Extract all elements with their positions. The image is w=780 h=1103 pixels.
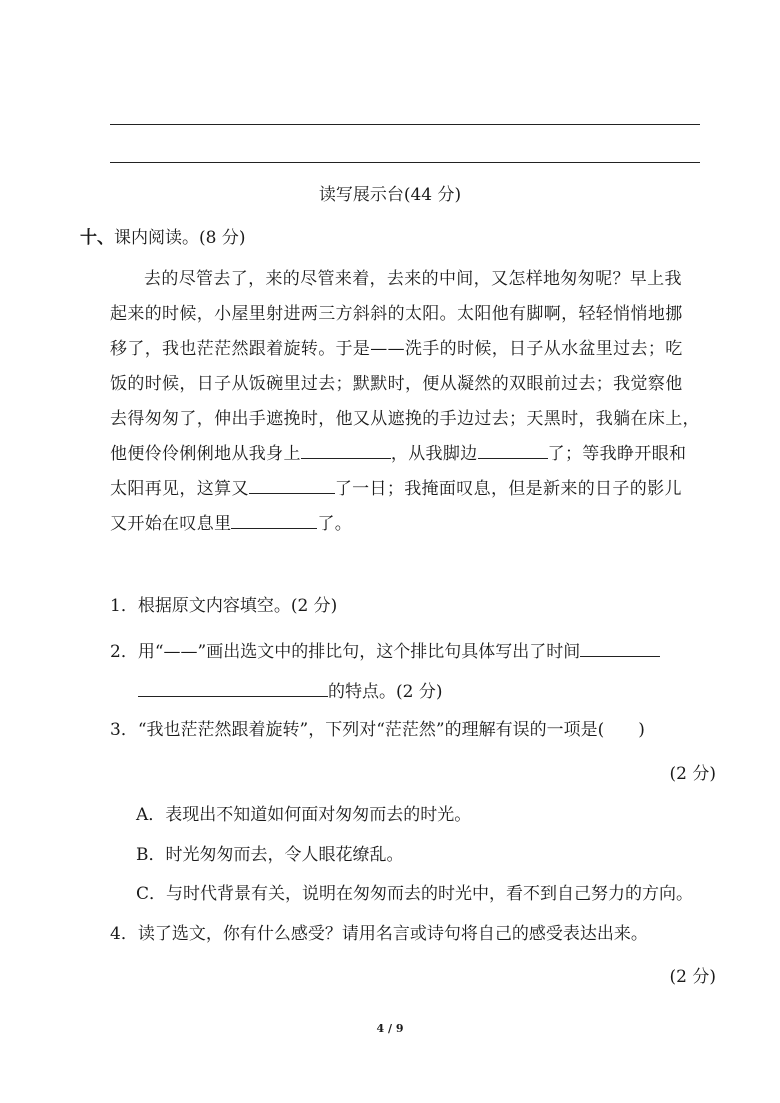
question-1: 1．根据原文内容填空。(2 分) [110, 596, 338, 616]
passage-line [110, 472, 720, 507]
question-10-number: 十、 [80, 228, 114, 248]
passage-text: 太阳再见，这算又 [110, 479, 249, 499]
question-4-score: (2 分) [669, 967, 716, 987]
passage-text: 了；等我睁开眼和 [547, 444, 687, 464]
passage-line: 起来的时候，小屋里射进两三方斜斜的太阳。太阳他有脚啊，轻轻悄悄地挪 [110, 304, 683, 324]
page-number: 4 / 9 [376, 1022, 404, 1035]
question-2-text: 2．用“——”画出选文中的排比句，这个排比句具体写出了时间 [110, 642, 581, 662]
passage-line [110, 437, 720, 472]
passage-line: 移了，我也茫茫然跟着旋转。于是——洗手的时候，日子从水盆里过去；吃 [110, 339, 683, 359]
passage-text: 他便伶伶俐俐地从我身上 [110, 444, 301, 464]
question-10-heading [80, 226, 245, 250]
passage-text: 又开始在叹息里 [110, 514, 232, 534]
passage-text: 了一日；我掩面叹息，但是新来的日子的影儿 [334, 479, 682, 499]
passage-line [110, 507, 720, 542]
section-title: 读写展示台(44 分) [318, 185, 462, 205]
question-2 [110, 636, 660, 664]
question-10-title: 课内阅读。(8 分) [114, 228, 246, 248]
answer-line-2[interactable] [110, 162, 700, 163]
passage-line: 饭的时候，日子从饭碗里过去；默默时，便从凝然的双眼前过去；我觉察他 [110, 374, 683, 394]
option-b[interactable]: B．时光匆匆而去，令人眼花缭乱。 [136, 845, 404, 865]
passage-text: 了。 [317, 514, 353, 534]
question-2-text: 的特点。(2 分) [328, 682, 443, 702]
fill-blank-3[interactable] [249, 473, 335, 494]
passage-line: 去的尽管去了，来的尽管来着，去来的中间，又怎样地匆匆呢？早上我 [144, 269, 682, 289]
answer-line-1[interactable] [110, 124, 700, 125]
fill-blank-2[interactable] [478, 438, 548, 459]
fill-blank-4[interactable] [231, 508, 317, 529]
fill-blank-5[interactable] [580, 636, 660, 657]
option-a[interactable]: A．表现出不知道如何面对匆匆而去的时光。 [136, 805, 472, 825]
passage-line: 去得匆匆了，伸出手遮挽时，他又从遮挽的手边过去；天黑时，我躺在床上， [110, 409, 700, 429]
question-3-score: (2 分) [669, 764, 716, 784]
reading-passage [110, 262, 720, 542]
question-4: 4．读了选文，你有什么感受？请用名言或诗句将自己的感受表达出来。 [110, 924, 648, 944]
question-2-continued [138, 676, 442, 704]
passage-text: ，从我脚边 [390, 444, 478, 464]
fill-blank-1[interactable] [301, 438, 391, 459]
question-3: 3．“我也茫茫然跟着旋转”，下列对“茫茫然”的理解有误的一项是( ) [110, 720, 645, 740]
fill-blank-6[interactable] [138, 676, 328, 697]
option-c[interactable]: C．与时代背景有关，说明在匆匆而去的时光中，看不到自己努力的方向。 [136, 884, 694, 904]
